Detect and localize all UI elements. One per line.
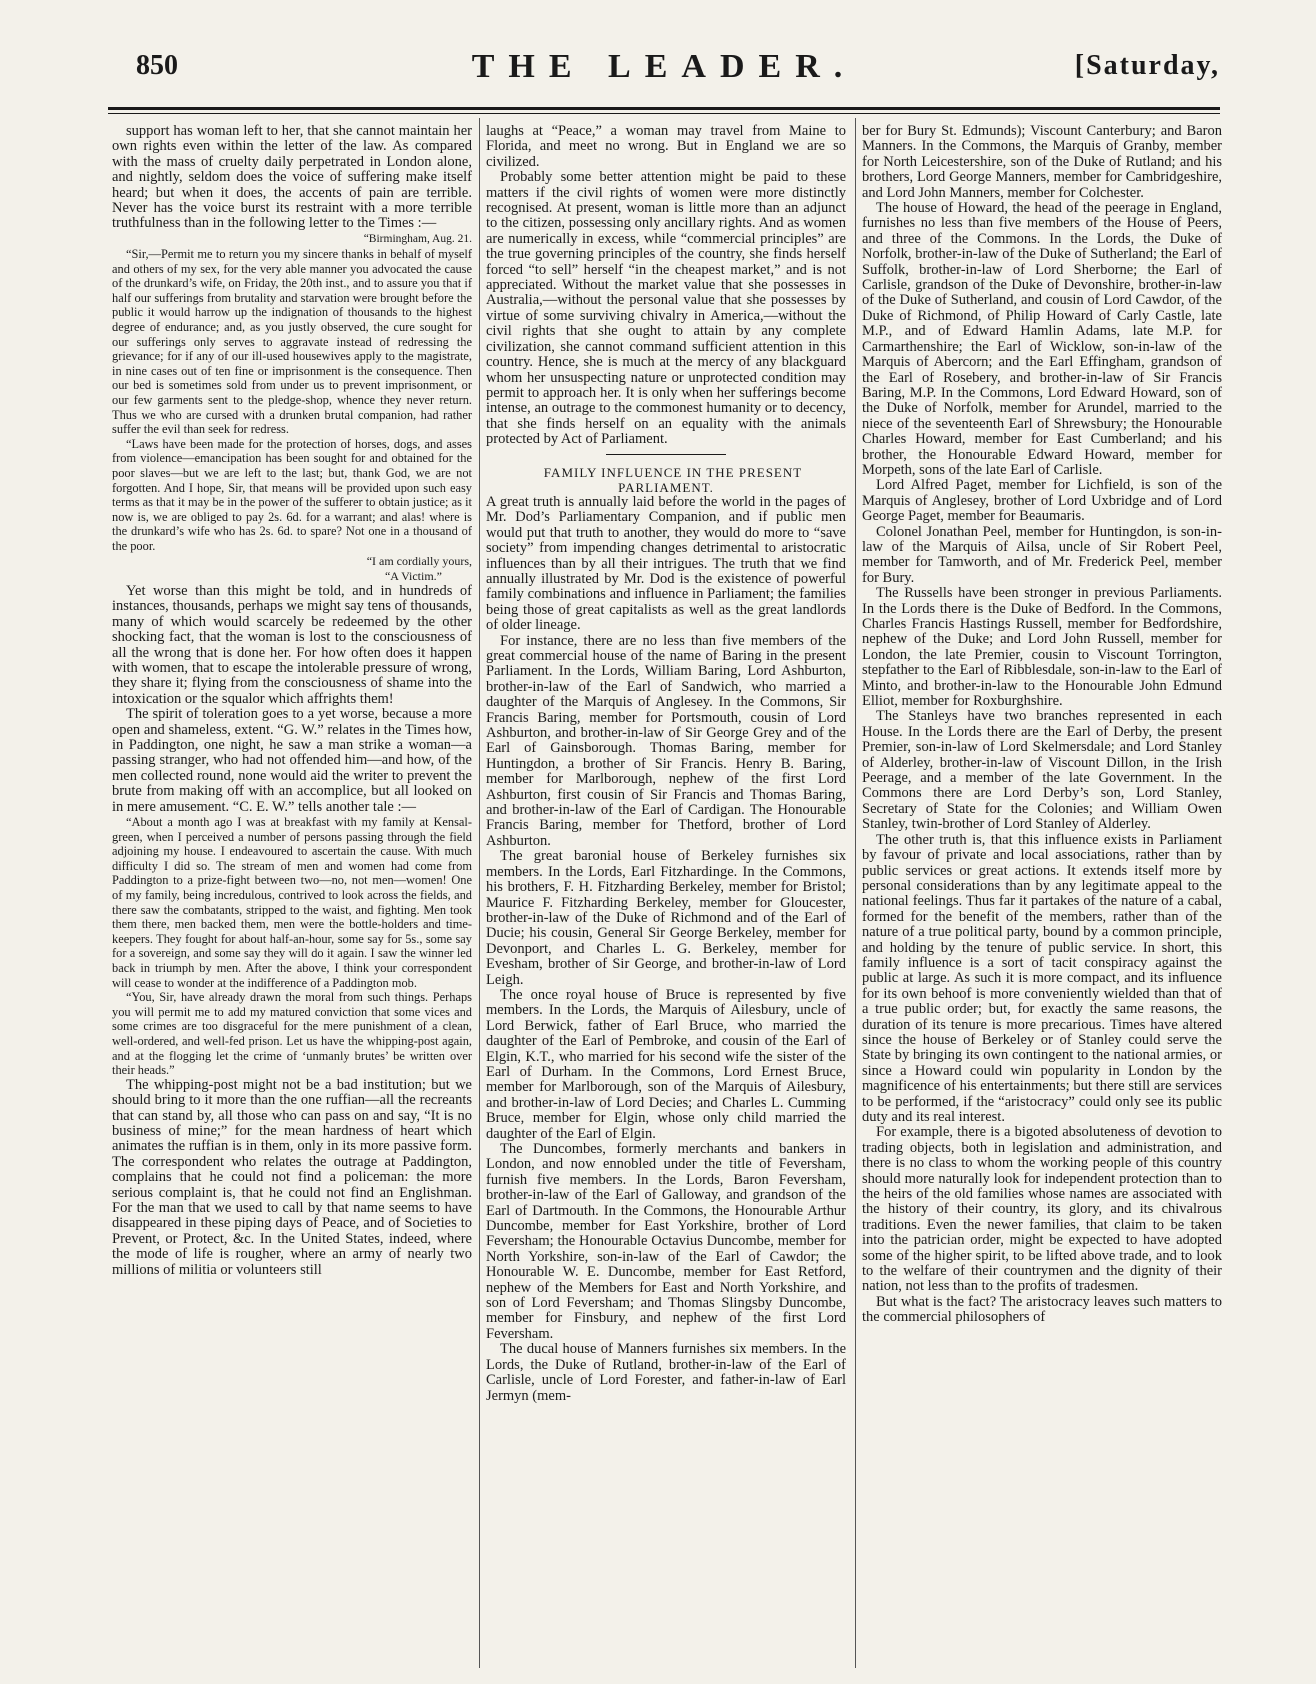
letter-signature: “A Victim.” <box>384 568 442 583</box>
paragraph: A great truth is annually laid before the world in the pages of Mr. Dod’s Parliamentary Companion, and if public men would put that truth to another, they would do more to “save society” from impending changes detrimental to aristocratic influences than by all their intrigues. The truth that we find annually illustrated by Mr. Dod is the existence of powerful family combinations and influence in Parliament; the families being those of great capitalists as well as the great landlords of older lineage. <box>486 493 846 634</box>
header-rule-thick <box>108 107 1220 110</box>
paragraph: ber for Bury St. Edmunds); Viscount Canterbury; and Baron Manners. In the Commons, the Marquis of Granby, member for North Leicestershire, son of the Duke of Rutland; and his brothers, Lord George Manners, member for Cambridgeshire, and Lord John Manners, member for Colchester. <box>862 124 1222 201</box>
page-number: 850 <box>136 50 178 81</box>
column-divider <box>855 118 856 1668</box>
paragraph: But what is the fact? The aristocracy leaves such matters to the commercial philosophers of <box>862 1293 1222 1326</box>
letter-paragraph: “Laws have been made for the protection of horses, dogs, and asses from violence—emancipation has been sought for and obtained for the poor slaves—but we are left to the last; but, thank God, we are not forgotten. And I hope, Sir, that means will be provided upon such easy terms as that it may be in the power of the sufferer to obtain justice; as it now is, we are obliged to pay 2s. 6d. for a warrant; and alas! where is the drunkard’s wife who has 2s. 6d. to spare? Not one in a thousand of the poor. <box>112 436 472 553</box>
paragraph: The ducal house of Manners furnishes six members. In the Lords, the Duke of Rutland, brother-in-law of the Earl of Carlisle, uncle of Lord Forester, and father-in-law of Earl Jermyn (mem- <box>486 1341 846 1404</box>
paragraph: laughs at “Peace,” a woman may travel from Maine to Florida, and meet no wrong. But in England we are so civilized. <box>486 124 846 170</box>
paragraph: The Duncombes, formerly merchants and bankers in London, and now ennobled under the title of Feversham, furnish five members. In the Lords, Baron Feversham, brother-in-law of the Earl of Galloway, and grandson of the Earl of Dartmouth. In the Commons, the Honourable Arthur Duncombe, member for East Yorkshire, brother of Lord Feversham; the Honourable Octavius Duncombe, member for North Yorkshire, son-in-law of the Earl of Cawdor; the Honourable W. E. Duncombe, member for East Retford, nephew of the Members for East and North Yorkshire, and son of Lord Feversham; and Thomas Slingsby Duncombe, member for Finsbury, and nephew of the first Lord Feversham. <box>486 1141 846 1342</box>
paragraph: The once royal house of Bruce is represented by five members. In the Lords, the Marquis of Ailesbury, uncle of Lord Berwick, father of Earl Bruce, who married the daughter of the Earl of Pembroke, and cousin of the Earl of Elgin, K.T., who married for his second wife the sister of the Earl of Durham. In the Commons, Lord Ernest Bruce, member for Marlborough, son of the Marquis of Ailesbury, and brother-in-law of Lord Decies; and Charles L. Cumming Bruce, member for Elgin, whose only child married the daughter of the Earl of Elgin. <box>486 986 846 1142</box>
letter-paragraph: “Sir,—Permit me to return you my sincere thanks in behalf of myself and others of my sex, for the very able manner you advocated the cause of the drunkard’s wife, on Friday, the 20th inst., and to assure you that if half our sufferings from brutality and starvation were brought before the public it would harrow up the indignation of thousands to the highest degree of endurance; and, as you justly observed, the cure sought for our sufferings only serves to aggravate instead of redressing the grievance; for if any of our ill-used housewives apply to the magistrate, in nine cases out of ten fine or imprisonment is the consequence. Then our bed is sometimes sold from under us to prevent imprisonment, or our few garments sent to the pledge-shop, whence they never return. Thus we who are cursed with a drunken brutal companion, had rather suffer the evil than seek for redress. <box>112 247 472 437</box>
paragraph: support has woman left to her, that she cannot maintain her own rights even within the letter of the law. As compared with the mass of cruelty daily perpetrated in London alone, and nightly, seldom does the voice of suffering make itself heard; but when it does, the accents of pain are terrible. Never has the voice burst its restraint with a more terrible truthfulness than in the following letter to the Times :— <box>112 124 472 232</box>
column-2 <box>486 124 846 1669</box>
paragraph: The Stanleys have two branches represented in each House. In the Lords there are the Earl of Derby, the present Premier, son-in-law of Lord Skelmersdale; and Lord Stanley of Alderley, brother-in-law of Viscount Dillon, in the Irish Peerage, and a member of the late Government. In the Commons there are Lord Derby’s son, Lord Stanley, Secretary of State for the Colonies; and William Owen Stanley, twin-brother of Lord Stanley of Alderley. <box>862 708 1222 833</box>
paragraph: Colonel Jonathan Peel, member for Huntingdon, is son-in-law of the Marquis of Ailsa, uncle of Sir Robert Peel, member for Tamworth, and of Mr. Frederick Peel, member for Bury. <box>862 523 1222 586</box>
paragraph: Lord Alfred Paget, member for Lichfield, is son of the Marquis of Anglesey, brother of Lord Uxbridge and of Lord George Paget, member for Beaumaris. <box>862 477 1222 525</box>
section-heading: FAMILY INFLUENCE IN THE PRESENT PARLIAMENT. <box>543 464 803 495</box>
paragraph: For instance, there are no less than five members of the great commercial house of the name of Baring in the present Parliament. In the Lords, William Baring, Lord Ashburton, brother-in-law of the Earl of Sandwich, who married a daughter of the Marquis of Anglesey. In the Commons, Sir Francis Baring, member for Portsmouth, cousin of Lord Ashburton, and brother-in-law of Sir George Grey and of the Earl of Gainsborough. Thomas Baring, member for Huntingdon, a brother of Sir Francis. Henry B. Baring, member for Marlborough, nephew of the first Lord Ashburton, first cousin of Sir Francis and Thomas Baring, and brother-in-law of the Earl of Cardigan. The Honourable Francis Baring, member for Thetford, brother of Lord Ashburton. <box>486 632 846 849</box>
page-header <box>108 48 1220 104</box>
header-rule-thin <box>108 113 1220 114</box>
paragraph: Yet worse than this might be told, and in hundreds of instances, thousands, perhaps we might say tens of thousands, many of which would scarcely be redeemed by the other shocking fact, that the woman is lost to the consciousness of all the wrong that is done her. For how often does it happen with women, that to escape the intolerable pressure of wrong, they share it; flying from the consciousness of shame into the intoxication or the squalor which affrights them! <box>112 582 472 707</box>
column-3 <box>862 124 1222 1669</box>
paragraph: The great baronial house of Berkeley furnishes six members. In the Lords, Earl Fitzhardinge. In the Commons, his brothers, F. H. Fitzharding Berkeley, member for Bristol; Maurice F. Fitzharding Berkeley, member for Gloucester, brother-in-law of the Duke of Richmond and of the Earl of Ducie; his cousin, General Sir George Berkeley, member for Devonport, and Charles L. G. Berkeley, member for Evesham, brother of Sir George, and brother-in-law of Lord Leigh. <box>486 848 846 988</box>
paragraph: The spirit of toleration goes to a yet worse, because a more open and shameless, extent. “G. W.” relates in the Times how, in Paddington, one night, he saw a man strike a woman—a passing stranger, who had not offended him—and how, of the men collected round, none would aid the writer to prevent the brute from making off with an accomplice, but all looked on in mere amusement. “C. E. W.” tells another tale :— <box>112 706 472 815</box>
section-divider <box>606 454 726 455</box>
letter-paragraph: “About a month ago I was at breakfast with my family at Kensal-green, when I perceived a number of persons passing through the field adjoining my house. I endeavoured to ascertain the cause. With much difficulty I did so. The stream of men and women had come from Paddington to a prize-fight between two—no, not men—women! One of my family, being incredulous, contrived to look across the fields, and there saw the combatants, stripped to the waist, and fighting. Men took them there, men backed them, men were the bottle-holders and time-keepers. They fought for about half-an-hour, some say for 5s., some say for a sovereign, and some say they will do it again. I saw the winner led back in triumph by men. After the above, I think your correspondent will cease to wonder at the indifference of a Paddington mob. <box>112 815 472 990</box>
paragraph: The house of Howard, the head of the peerage in England, furnishes no less than five members of the House of Peers, and three of the Commons. In the Lords, the Duke of Norfolk, brother-in-law of the Duke of Sutherland; the Earl of Suffolk, brother-in-law of Lord Sherborne; the Earl of Carlisle, grandson of the Duke of Devonshire, brother-in-law of the Duke of Sutherland, and cousin of Lord Cawdor, of the Duke of Richmond, of Philip Howard of Carly Castle, late M.P., and of Edward Hamlin Adams, late M.P. for Carmarthenshire; the Earl of Wicklow, son-in-law of the Marquis of Abercorn; and the Earl Effingham, grandson of the Earl of Rosebery, and brother-in-law of Sir Francis Baring, M.P. In the Commons, Lord Edward Howard, son of the Duke of Norfolk, member for Arundel, married to the niece of the seventeenth Earl of Shrewsbury; the Honourable Charles Howard, member for East Cumberland; and his brother, the Honourable Edward Howard, member for Morpeth, sons of the late Earl of Carlisle. <box>862 200 1222 478</box>
paragraph: The Russells have been stronger in previous Parliaments. In the Lords there is the Duke of Bedford. In the Commons, Charles Francis Hastings Russell, member for Bedfordshire, nephew of the Duke; and Lord John Russell, member for London, the late Premier, cousin to Viscount Torrington, stepfather to the Earl of Ribblesdale, son-in-law to the Earl of Minto, and brother-in-law to the Honourable John Edmund Elliot, member for Roxburghshire. <box>862 585 1222 710</box>
paragraph: The other truth is, that this influence exists in Parliament by favour of private and local associations, rather than by public services or great actions. It extends itself more by personal considerations than by any legitimate appeal to the national feelings. Thus far it partakes of the nature of a cabal, formed for the benefit of the members, rather than of the nature of a true political party, bound by a common principle, and holding by the tenure of public service. In short, this family influence is a sort of tacit conspiracy against the public at large. As such it is more compact, and its influence for its own behoof is more conveniently wielded than that of a true public order; but, for exactly the same reasons, the duration of its tenure is more precarious. Times have altered since the house of Berkeley or of Stanley could serve the State by bringing its own contingent to the national armies, or since a Howard could win popularity in London by the magnificence of his entertainments; but there still are services to be performed, if the “aristocracy” could only see its public duty and its real interest. <box>862 831 1222 1125</box>
paragraph: Probably some better attention might be paid to these matters if the civil rights of women were more distinctly recognised. At present, woman is little more than an adjunct to the citizen, possessing only ancillary rights. And as women are numerically in excess, while “commercial principles” are the true governing principles of the country, she finds herself forced “to sell” herself “in the cheapest market,” and is not appreciated. Without the market value that she possesses in Australia,—without the personal value that she possesses by virtue of some surviving chivalry in America,—without the civil rights that she ought to attain by any complete civilization, she cannot command sufficient attention in this country. Hence, she is much at the mercy of any blackguard whom her unsuspecting nature or unprotected condition may permit to approach her. It is only when her sufferings become intense, an outrage to the commonest humanity or to decency, that she finds herself on an equality with the animals protected by Act of Parliament. <box>486 169 846 448</box>
newspaper-title: THE LEADER. <box>471 48 857 85</box>
letter-paragraph: “You, Sir, have already drawn the moral from such things. Perhaps you will permit me to add my matured conviction that some vices and some crimes are too disgraceful for the mere punishment of a clean, well-ordered, and well-fed prison. Let us have the whipping-post again, and at the flogging let the crime of ‘unmanly brutes’ be written over their heads.” <box>112 990 472 1078</box>
paragraph: The whipping-post might not be a bad institution; but we should bring to it more than the one ruffian—all the recreants that can stand by, all those who can pass on and say, “It is no business of mine;” for the mean hardness of heart which animates the ruffian is in them, only in its more passive form. The correspondent who relates the outrage at Paddington, complains that he could not find a policeman: the more serious complaint is, that he could not find an Englishman. For the man that we used to call by that name seems to have disappeared in these piping days of Peace, and of Societies to Prevent, or Protect, &c. In the United States, indeed, where the mode of life is rougher, where an army of nearly two millions of militia or volunteers still <box>112 1076 472 1278</box>
column-1 <box>112 124 472 1669</box>
letter-dateline: “Birmingham, Aug. 21. <box>363 232 472 245</box>
paragraph: For example, there is a bigoted absoluteness of devotion to trading objects, both in legislation and administration, and there is no class to whom the working people of this country should more naturally look for independent protection than to the heirs of the old families whose names are associated with the history of their country, its glory, and its chivalrous traditions. Even the newer families, that claim to be taken into the patrician order, might be expected to have adopted some of the higher spirit, to be lifted above trade, and to look to the welfare of their countrymen and the dignity of their nation, not less than to the profits of tradesmen. <box>862 1124 1222 1295</box>
letter-closing: “I am cordially yours, <box>366 553 472 568</box>
column-divider <box>479 118 480 1668</box>
issue-day: [Saturday, <box>1074 50 1220 81</box>
